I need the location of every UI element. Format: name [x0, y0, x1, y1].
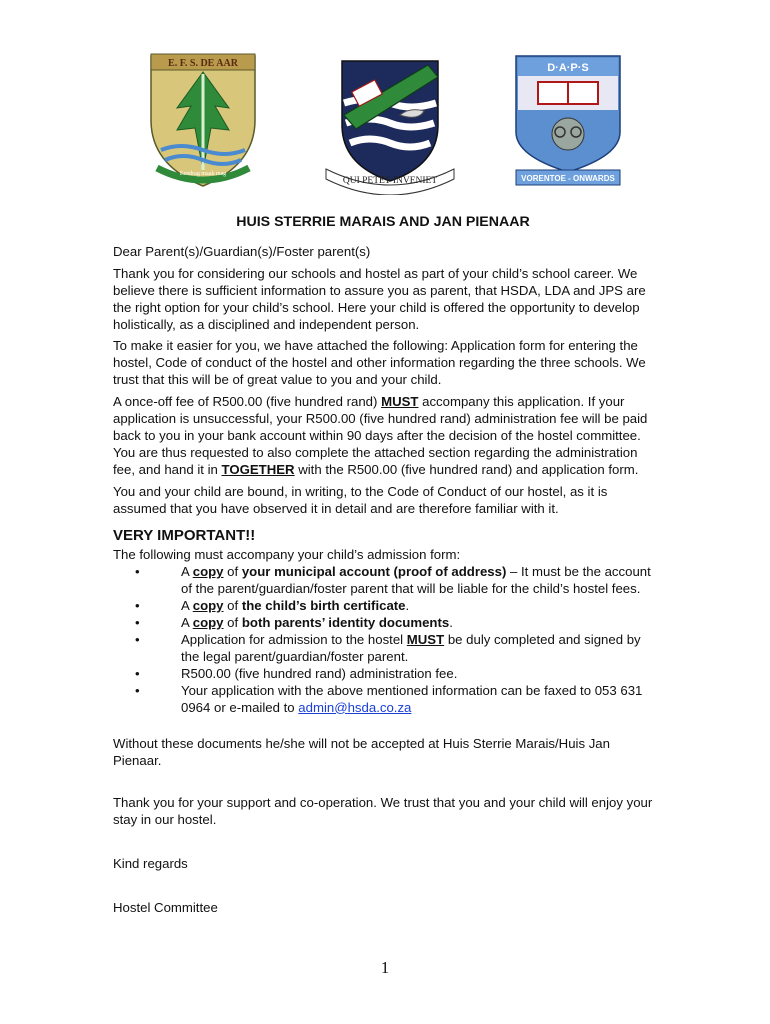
efs-de-aar-crest — [147, 50, 259, 190]
very-important-heading: VERY IMPORTANT!! — [113, 526, 256, 544]
copy-emphasis: copy — [192, 615, 224, 631]
requirements-list — [113, 564, 653, 716]
must-emphasis: MUST — [406, 631, 445, 647]
list-item — [113, 666, 653, 683]
bullet-icon: • — [135, 631, 140, 647]
crest1-ribbon-text: Eendrag maak mag — [179, 171, 227, 177]
fee-text-a: A once-off fee of R500.00 (five hundred rand) — [113, 394, 382, 410]
daps-crest — [512, 52, 624, 188]
fee-text-b: accompany this application. If your application is unsuccessful, your R500.00 (five hundred rand) administration fee will be paid back to you in your bank account within 90 days after the decision of the hostel committee. You are thus requested to also complete the attached section regarding the administration fee, and hand it in — [113, 394, 648, 477]
list-item — [113, 615, 653, 632]
must-emphasis: MUST — [381, 394, 419, 410]
req-text: R500.00 (five hundred rand) administration fee. — [181, 665, 458, 681]
letter-body — [113, 214, 653, 922]
list-item — [113, 683, 653, 717]
bullet-icon: • — [135, 564, 140, 580]
paragraph-fee — [113, 394, 653, 479]
bullet-icon: • — [135, 598, 140, 614]
signature: Hostel Committee — [113, 900, 218, 915]
req-text: of — [223, 615, 242, 631]
fee-text-c: with the R500.00 (five hundred rand) and application form. — [294, 461, 639, 477]
crest1-banner-text: E. F. S. DE AAR — [168, 58, 238, 69]
closing: Kind regards — [113, 856, 188, 872]
bullet-icon: • — [135, 682, 140, 698]
req-text: A — [181, 615, 193, 631]
req-text: be duly completed and signed by the legal parent/guardian/foster parent. — [181, 631, 641, 664]
paragraph-intro: Thank you for considering our schools and hostel as part of your child’s school career. We believe there is sufficient information to assure you as parent, that HSDA, LDA and JPS are the right option for your child’s school. Here your child is offered the opportunity to develop holistically, as a disciplined and independent person. — [113, 265, 646, 332]
copy-emphasis: copy — [192, 564, 224, 580]
copy-emphasis: copy — [192, 598, 224, 614]
paragraph-attachments: To make it easier for you, we have attached the following: Application form for entering the hostel, Code of conduct of the hostel and other information regarding the three schools. We trust that this will be of great value to you and your child. — [113, 338, 646, 388]
req-text: – It must be the account of the parent/guardian/foster parent that will be liable for the child’s hostel fees. — [181, 564, 651, 597]
crest3-motto-text: VORENTOE - ONWARDS — [521, 174, 615, 183]
bullet-icon: • — [135, 665, 140, 681]
list-item — [113, 564, 653, 598]
paragraph-code-of-conduct: You and your child are bound, in writing, to the Code of Conduct of our hostel, as it is assumed that you have observed it in detail and are therefore familiar with it. — [113, 483, 608, 516]
req-bold: your municipal account (proof of address) — [241, 564, 507, 580]
req-bold: both parents’ identity documents — [241, 615, 450, 631]
letter-title: HUIS STERRIE MARAIS AND JAN PIENAAR — [236, 214, 530, 230]
qui-petet-inveniet-crest — [320, 55, 460, 195]
crest3-banner-text: D·A·P·S — [547, 62, 589, 74]
req-text: Your application with the above mentioned information can be faxed to 053 631 0964 or e-mailed to — [181, 682, 643, 715]
paragraph-thanks: Thank you for your support and co-operation. We trust that you and your child will enjoy your stay in our hostel. — [113, 795, 653, 828]
req-text: . — [449, 615, 453, 631]
req-bold: the child’s birth certificate — [241, 598, 406, 614]
req-text: of — [223, 598, 242, 614]
req-text: A — [181, 598, 193, 614]
paragraph-without-docs: Without these documents he/she will not be accepted at Huis Sterrie Marais/Huis Jan Pienaar. — [113, 736, 610, 769]
req-text: A — [181, 564, 193, 580]
req-text: Application for admission to the hostel — [181, 631, 407, 647]
page-number: 1 — [380, 958, 390, 977]
list-item — [113, 632, 653, 666]
req-text: of — [223, 564, 242, 580]
crest2-motto-text: QUI PETET INVENIET — [342, 176, 438, 186]
school-crests — [0, 0, 770, 200]
email-link[interactable]: admin@hsda.co.za — [298, 699, 412, 715]
requirements-intro: The following must accompany your child’s admission form: — [113, 547, 461, 563]
list-item — [113, 598, 653, 615]
req-text: . — [405, 598, 410, 614]
together-emphasis: TOGETHER — [221, 461, 295, 477]
salutation: Dear Parent(s)/Guardian(s)/Foster parent(s) — [113, 243, 371, 259]
bullet-icon: • — [135, 615, 140, 631]
